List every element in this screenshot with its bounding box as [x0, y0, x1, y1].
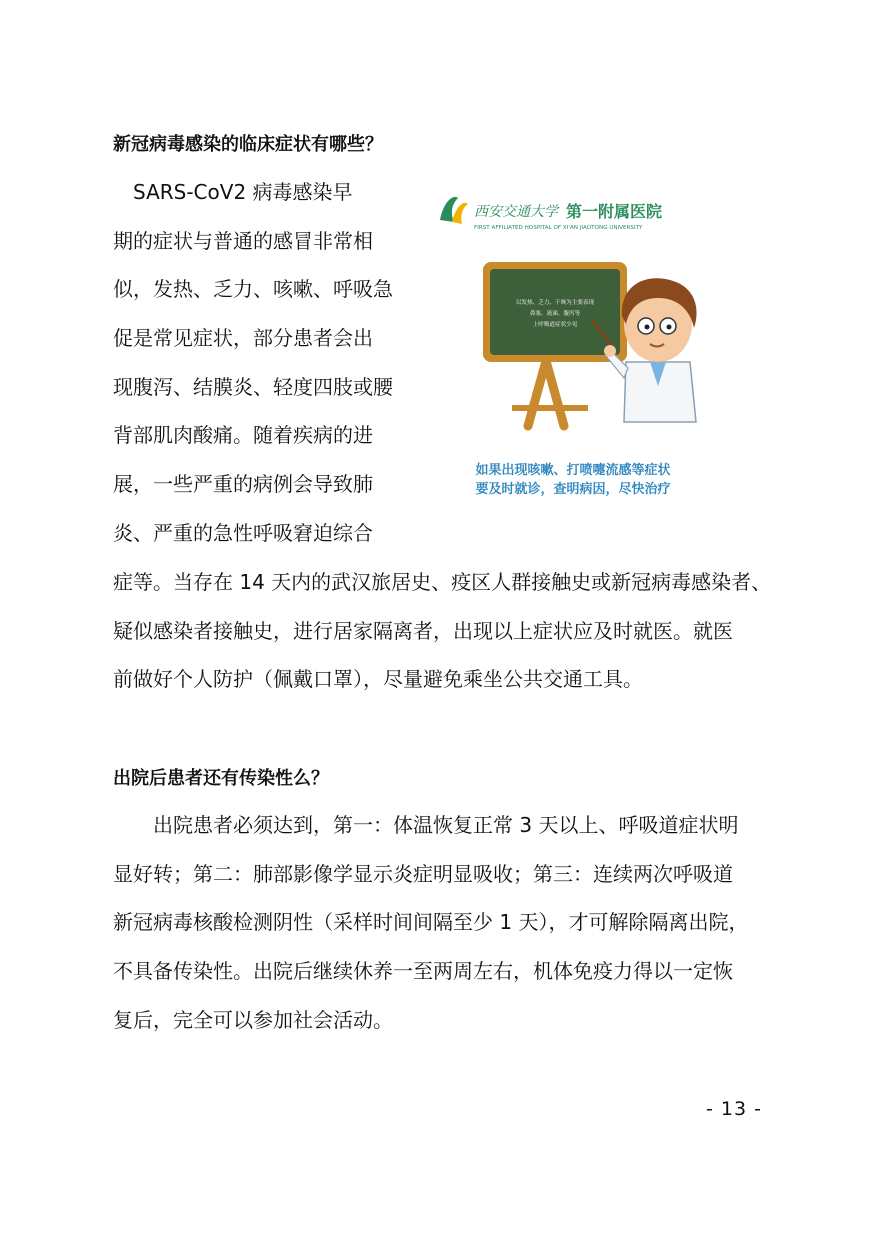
- text-line: 疑似感染者接触史，进行居家隔离者，出现以上症状应及时就医。就医: [113, 618, 733, 643]
- text-line: 症等。当存在 14 天内的武汉旅居史、疫区人群接触史或新冠病毒感染者、: [113, 570, 772, 594]
- text-line: 出院患者必须达到，第一：体温恢复正常 3 天以上、呼吸道症状明: [113, 813, 739, 837]
- logo-leaf-icon: [452, 203, 468, 224]
- text-line: 炎、严重的急性呼吸窘迫综合: [113, 520, 373, 545]
- board-text-line: 上呼吸道症状少见: [532, 322, 578, 328]
- text-line: 促是常见症状，部分患者会出: [113, 326, 373, 351]
- easel: [512, 361, 588, 426]
- text-line: 前做好个人防护（佩戴口罩），尽量避免乘坐公共交通工具。: [113, 667, 643, 692]
- logo-calligraphy: 西安交通大学: [474, 204, 558, 220]
- text-line: 不具备传染性。出院后继续休养一至两周左右，机体免疫力得以一定恢: [113, 959, 733, 984]
- board-text-line: 以发热、乏力、干咳为主要表现: [515, 300, 595, 306]
- text-line: 现腹泻、结膜炎、轻度四肢或腰: [113, 374, 393, 399]
- section1-wrapped-paragraph: [113, 168, 393, 558]
- page-number: - 13 -: [706, 1098, 762, 1120]
- text-line: 显好转；第二：肺部影像学显示炎症明显吸收；第三：连续两次呼吸道: [113, 861, 733, 886]
- text-line: 似，发热、乏力、咳嗽、呼吸急: [113, 277, 393, 302]
- chalkboard: [483, 262, 627, 362]
- section1-heading: 新冠病毒感染的临床症状有哪些？: [113, 134, 383, 155]
- illustration-caption-line: 如果出现咳嗽、打喷嚏流感等症状: [475, 463, 671, 478]
- section2-heading: 出院后患者还有传染性么？: [113, 768, 329, 789]
- text-line: 新冠病毒核酸检测阴性（采样时间间隔至少 1 天），才可解除隔离出院，: [113, 910, 749, 935]
- section1-full-paragraph: [113, 558, 771, 704]
- section2-paragraph: [113, 801, 748, 1044]
- text-line: 展，一些严重的病例会导致肺: [113, 472, 373, 497]
- text-line: 背部肌肉酸痛。随着疾病的进: [113, 423, 373, 448]
- text-line: SARS-CoV2 病毒感染早: [113, 180, 353, 204]
- logo-english: FIRST AFFILIATED HOSPITAL OF XI'AN JIAOTONG UNIVERSITY: [474, 225, 643, 231]
- illustration-caption-line: 要及时就诊，查明病因，尽快治疗: [475, 482, 671, 497]
- text-line: 复后，完全可以参加社会活动。: [113, 1007, 393, 1032]
- hospital-logo: [440, 197, 662, 231]
- board-text-line: 鼻塞、流涕、腹泻等: [529, 311, 581, 317]
- text-line: 期的症状与普通的感冒非常相: [113, 228, 373, 253]
- doctor-hand: [604, 345, 616, 357]
- logo-name: 第一附属医院: [566, 202, 663, 221]
- doctor-illustration: [428, 186, 718, 506]
